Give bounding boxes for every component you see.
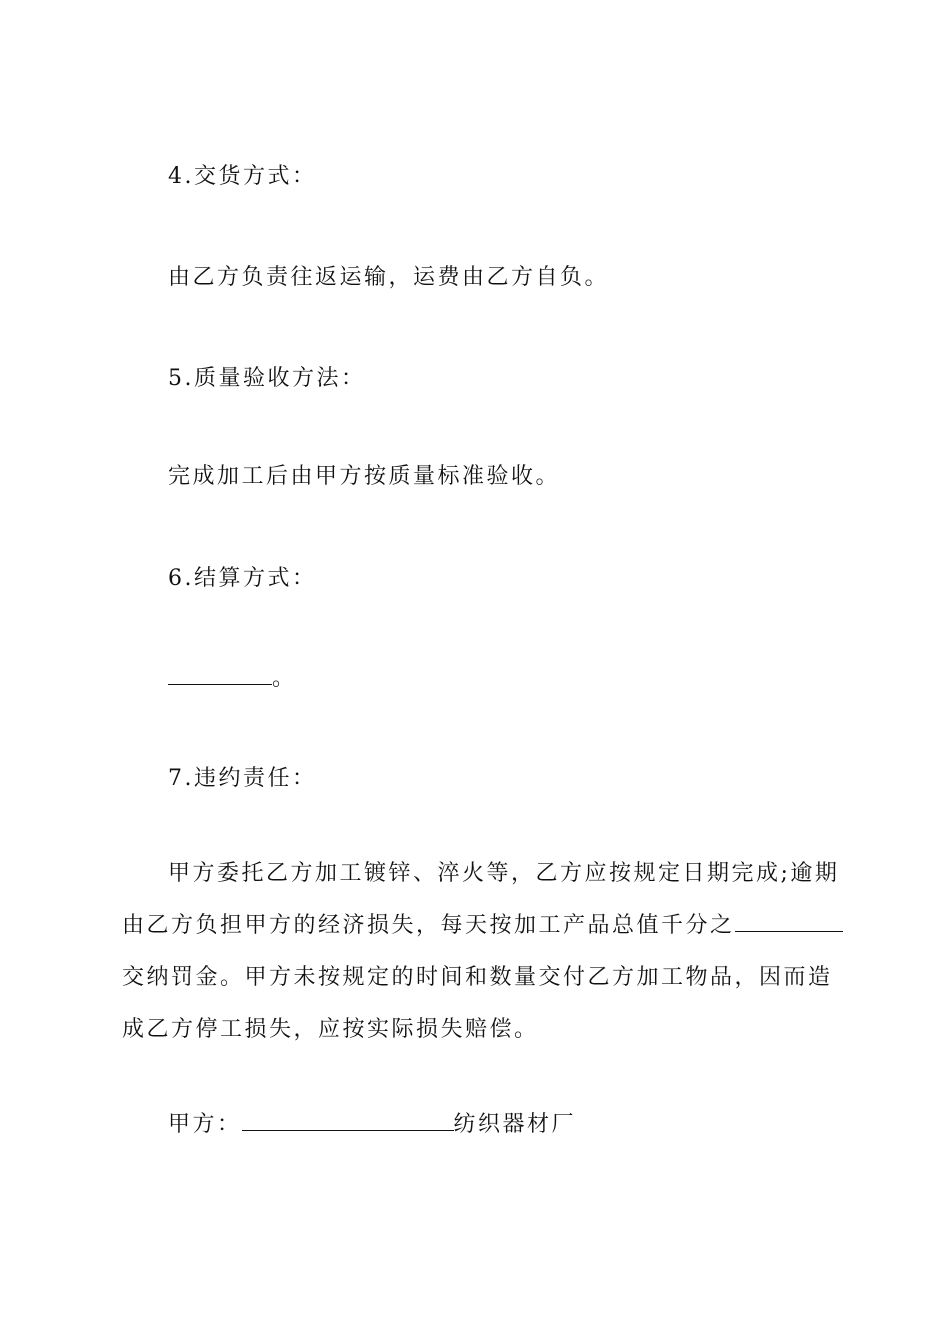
liability-line-3: 交纳罚金。甲方未按规定的时间和数量交付乙方加工物品，因而造 — [122, 965, 833, 990]
settlement-suffix: 。 — [272, 666, 297, 691]
liability-line-2 — [122, 909, 834, 961]
section-heading-liability: 7.违约责任： — [168, 766, 317, 791]
settlement-blank-field[interactable] — [168, 662, 272, 685]
section-heading-quality: 5.质量验收方法： — [168, 366, 366, 391]
liability-line-2-text: 由乙方负担甲方的经济损失，每天按加工产品总值千分之 — [122, 913, 735, 938]
section-heading-delivery: 4.交货方式： — [168, 164, 317, 189]
liability-line-4: 成乙方停工损失，应按实际损失赔偿。 — [122, 1017, 539, 1042]
penalty-rate-blank-field[interactable] — [735, 909, 843, 932]
liability-paragraph — [122, 857, 840, 1065]
section-body-quality: 完成加工后由甲方按质量标准验收。 — [168, 464, 561, 489]
signature-party-a — [168, 1108, 576, 1142]
party-a-name: 纺织器材厂 — [453, 1112, 577, 1137]
section-heading-settlement: 6.结算方式： — [168, 566, 317, 591]
section-body-delivery: 由乙方负责往返运输，运费由乙方自负。 — [168, 265, 610, 290]
party-a-blank-field[interactable] — [242, 1108, 454, 1131]
party-a-label: 甲方： — [168, 1112, 242, 1137]
section-body-settlement — [168, 662, 297, 696]
liability-line-1: 甲方委托乙方加工镀锌、淬火等，乙方应按规定日期完成;逾期 — [168, 861, 840, 886]
